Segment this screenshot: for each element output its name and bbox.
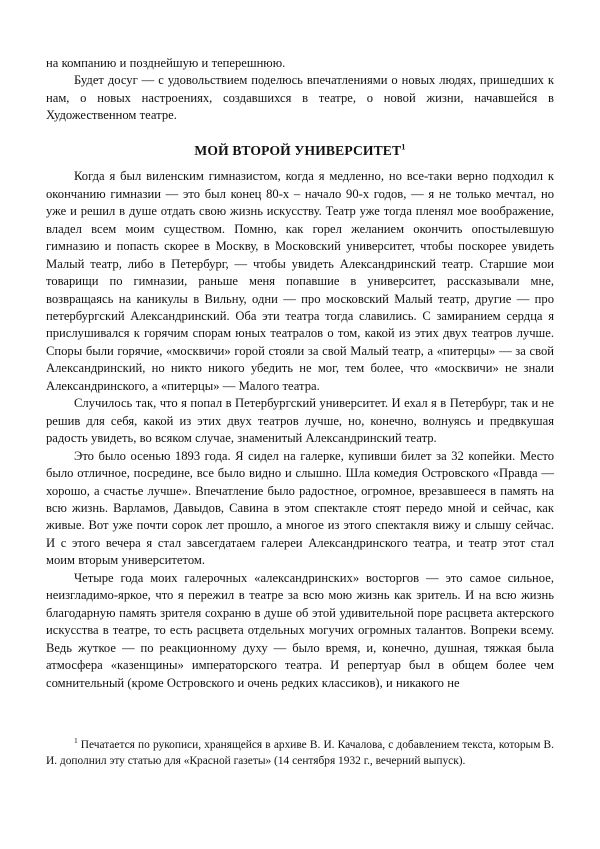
footnote-number: 1 bbox=[74, 736, 78, 746]
document-page bbox=[46, 0, 554, 849]
footnote-text: Печатается по рукописи, хранящейся в архиве В. И. Качалова, с добавлением текста, которым В. И. дополнил эту статью для «Красной газеты» (14 сентября 1932 г., вечерний выпуск). bbox=[46, 739, 554, 768]
footnote-reference-marker[interactable]: 1 bbox=[401, 141, 406, 152]
paragraph-4: Четыре года моих галерочных «александринских» восторгов — это самое сильное, неизгладимо-яркое, что я пережил в театре за всю мою жизнь как зритель. И на всю жизнь благодарную память зрителя сохраню в душе об этой удивительной поре расцвета актерского искусства в театре, то есть расцвета отдельных могучих огромных талантов. Вопреки всему. Ведь жуткое — по реакционному духу — было время, и, конечно, душная, тяжкая была атмосфера «казенщины» императорского театра. И репертуар был в общем более чем сомнительный (кроме Островского и очень редких классиков), и никакого не bbox=[46, 570, 554, 690]
paragraph-1: Когда я был виленским гимназистом, когда я медленно, но все-таки верно подходил к окончанию гимназии — это был конец 80-х – начало 90-х годов, — я не только мечтал, но уже и решил в душе отдать свою жизнь искусству. Театр уже тогда пленял мое воображение, владел всем моим существом. Помню, как горел желанием окончить опостылевшую гимназию и попасть скорее в Москву, в Московский университет, чтобы поскорее увидеть Малый театр, либо в Петербург, — чтобы увидеть Александринский театр. Старшие мои товарищи по гимназии, раньше меня попавшие в университет, рассказывали мне, возвращаясь на каникулы в Вильну, одни — про московский Малый театр, другие — про петербургский Александринский. Оба эти театра тогда славились. С замиранием сердца я прислушивался к горячим спорам юных театралов о том, какой из этих двух театров лучше. Споры были горячие, «москвичи» горой стояли за свой Малый театр, а «питерцы» — за свой Александринский, но никто никого убедить не мог, тем более, что «москвичи» не знали Александринского, а «питерцы» — Малого театра. bbox=[46, 169, 554, 393]
chapter-title-text: МОЙ ВТОРОЙ УНИВЕРСИТЕТ bbox=[194, 143, 402, 159]
paragraph-2: Случилось так, что я попал в Петербургский университет. И ехал я в Петербург, так и не решив для себя, какой из этих двух театров лучше, но, конечно, волнуясь и предвкушая радость увидеть, во всяком случае, знаменитый Александринский театр. bbox=[46, 396, 554, 446]
paragraph-3: Это было осенью 1893 года. Я сидел на галерке, купивши билет за 32 копейки. Место было отличное, посредине, все было видно и слышно. Шла комедия Островского «Правда — хорошо, а счастье лучше». Впечатление было радостное, огромное, врезавшееся в память на всю жизнь. Варламов, Давыдов, Савина в этом спектакле стоят передо мной и сейчас, как живые. Вот уже почти сорок лет прошло, а многое из этого спектакля вижу и слышу сейчас. И с этого вечера я стал завсегдатаем галереи Александринского театра, и театр этот стал моим вторым университетом. bbox=[46, 448, 554, 568]
carryover-line: на компанию и позднейшую и теперешнюю. bbox=[46, 56, 286, 70]
footnote-area bbox=[46, 737, 554, 769]
paragraph-budet-dosug: Будет досуг — с удовольствием поделюсь впечатлениями о новых людях, пришедших к нам, о новых настроениях, создавшихся в театре, о новой жизни, начавшейся в Художественном театре. bbox=[46, 73, 554, 123]
main-text-column bbox=[46, 55, 554, 692]
footnote-1 bbox=[46, 737, 554, 769]
chapter-title-block bbox=[46, 125, 554, 169]
page-title bbox=[46, 142, 554, 159]
